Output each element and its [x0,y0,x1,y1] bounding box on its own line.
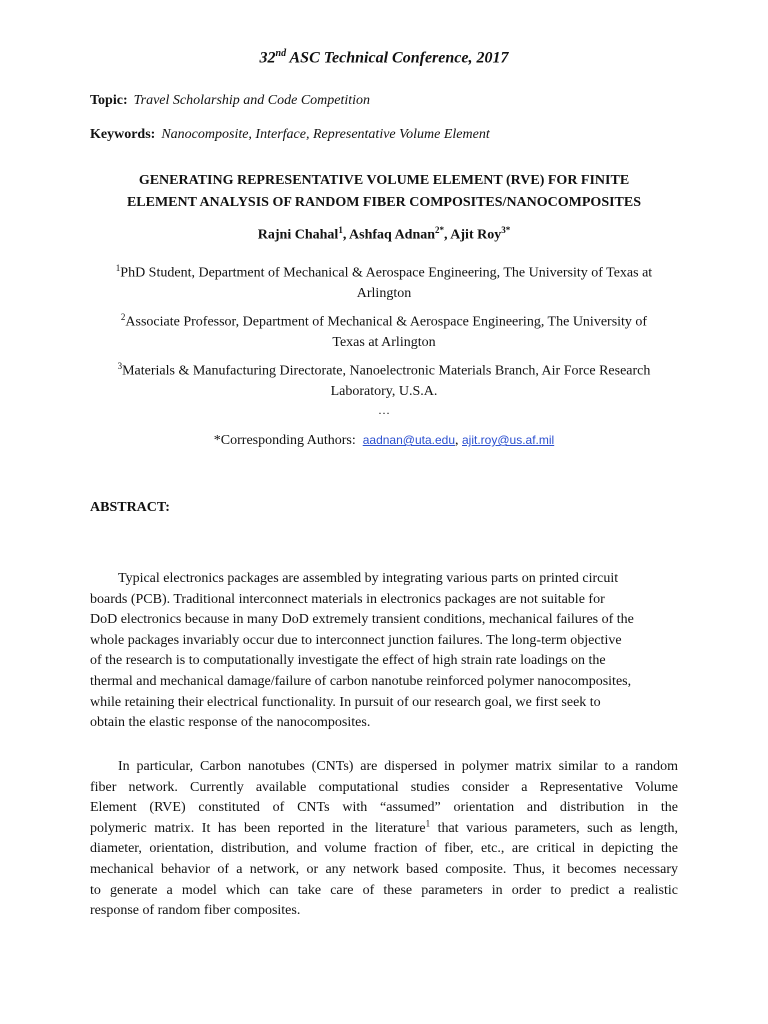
text-line: whole packages invariably occur due to interconnect junction failures. The long-term objective [90,632,622,648]
text-line: thermal and mechanical damage/failure of carbon nanotube reinforced polymer nanocomposites, [90,673,632,689]
abstract-paragraph-1 [90,569,678,734]
topic-label: Topic: [90,93,128,108]
author-affiliation-mark: 3* [501,225,511,235]
affiliation-text: Arlington [356,285,412,301]
text-line: fiber network. Currently available computational studies consider a Representative Volume [90,779,678,795]
ellipsis: … [378,403,390,417]
paper-title [60,170,708,214]
conference-name: ASC Technical Conference, 2017 [286,49,509,67]
text-line: to generate a model which can take care of these parameters in order to predict a realistic [90,882,678,898]
text-line-with-reference [90,819,678,840]
affiliation-text: PhD Student, Department of Mechanical & Aerospace Engineering, The University of Texas at [120,265,653,281]
text-line: of the research is to computationally investigate the effect of high strain rate loadings on the [90,653,606,669]
affiliation-mark: 1 [115,263,121,273]
text-line: obtain the elastic response of the nanocomposites. [90,715,371,731]
author-name: Ajit Roy [450,227,502,243]
affiliation-mark: 3 [117,361,123,371]
text-fragment: that various parameters, such as length, [430,820,678,836]
affiliation-text: Materials & Manufacturing Directorate, Nanoelectronic Materials Branch, Air Force Research [122,363,651,379]
conference-ordinal-suffix: nd [275,48,287,59]
paper-title-line: GENERATING REPRESENTATIVE VOLUME ELEMENT (RVE) FOR FINITE [138,173,630,188]
author-separator: , [444,227,451,243]
paper-title-line: ELEMENT ANALYSIS OF RANDOM FIBER COMPOSITES/NANOCOMPOSITES [126,195,642,210]
corresponding-authors [0,433,768,449]
affiliation-1 [90,258,678,304]
text-line: diameter, orientation, distribution, and volume fraction of fiber, etc., are critical in depicting the [90,841,678,857]
topic-value: Travel Scholarship and Code Competition [133,93,371,108]
text-line: DoD electronics because in many DoD extremely transient conditions, mechanical failures of the [90,612,634,628]
keywords-value: Nanocomposite, Interface, Representative Volume Element [161,127,490,142]
author-affiliation-mark: 2* [435,225,445,235]
text-line: Typical electronics packages are assembled by integrating various parts on printed circuit [118,571,619,586]
text-line: mechanical behavior of a network, or any network based composite. Thus, it becomes necessary [90,861,678,877]
corresponding-label: *Corresponding Authors: [213,433,356,448]
keywords-line [90,127,490,143]
text-line: while retaining their electrical functionality. In pursuit of our research goal, we first seek to [90,694,601,710]
affiliation-text: Texas at Arlington [332,334,436,350]
author-name: Rajni Chahal [257,227,339,243]
abstract-paragraph-2 [90,757,678,922]
keywords-label: Keywords: [90,127,156,142]
email-link-adnan[interactable]: aadnan@uta.edu [362,433,455,447]
text-line: response of random fiber composites. [90,903,301,919]
author-affiliation-mark: 1 [338,225,343,235]
author-list [0,225,768,244]
affiliation-3 [90,356,678,402]
topic-line [90,93,370,109]
text-fragment: polymeric matrix. It has been reported in the literature [90,820,426,836]
email-link-roy[interactable]: ajit.roy@us.af.mil [462,433,555,447]
author-name: Ashfaq Adnan [349,227,436,243]
author-separator: , [342,227,350,243]
affiliation-text: Associate Professor, Department of Mechanical & Aerospace Engineering, The University of [125,314,648,330]
abstract-heading: ABSTRACT: [90,500,170,515]
email-separator: , [455,433,462,448]
conference-title [0,48,768,67]
text-line: Element (RVE) constituted of CNTs with “assumed” orientation and distribution in the [90,800,678,816]
text-line: In particular, Carbon nanotubes (CNTs) are dispersed in polymer matrix similar to a random [118,759,678,774]
text-line: boards (PCB). Traditional interconnect materials in electronics packages are not suitable for [90,591,605,607]
conference-number: 32 [259,49,276,67]
affiliation-mark: 2 [120,312,126,322]
affiliation-2 [90,307,678,353]
reference-mark: 1 [425,818,431,829]
affiliation-text: Laboratory, U.S.A. [330,383,438,399]
